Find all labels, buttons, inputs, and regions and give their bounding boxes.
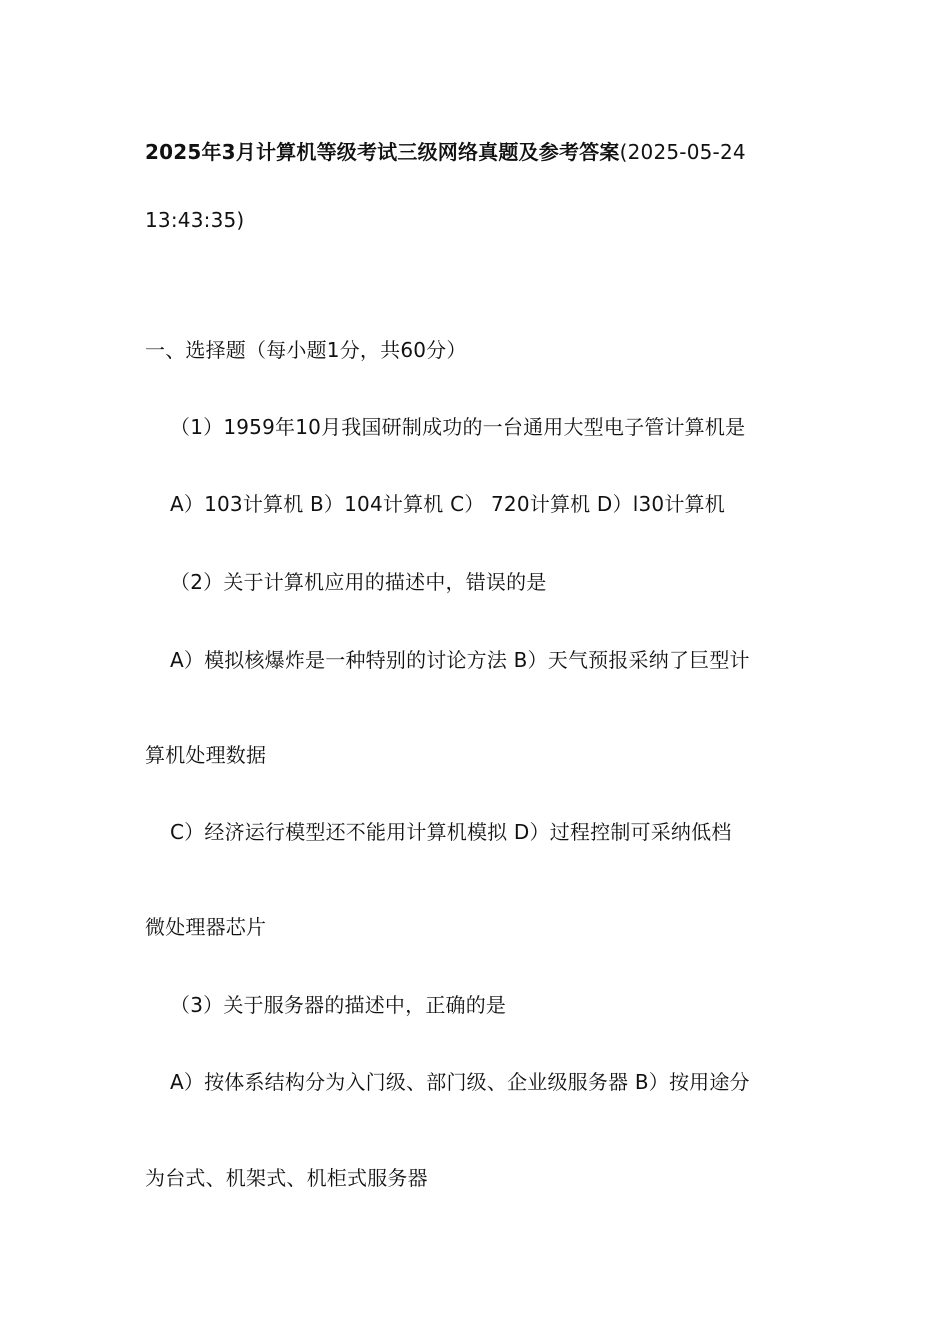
question-2: （2）关于计算机应用的描述中，错误的是 xyxy=(170,570,547,594)
question-1: （1）1959年10月我国研制成功的一台通用大型电子管计算机是 xyxy=(170,415,746,439)
question-2-options-ab: A）模拟核爆炸是一种特别的讨论方法 B）天气预报采纳了巨型计 xyxy=(170,648,750,672)
document-title xyxy=(145,139,746,165)
question-1-options: A）103计算机 B）104计算机 C） 720计算机 D）l30计算机 xyxy=(170,492,725,516)
section-heading: 一、选择题（每小题1分，共60分） xyxy=(145,338,467,362)
question-3-options-ab-cont: 为台式、机架式、机柜式服务器 xyxy=(145,1166,428,1190)
question-3: （3）关于服务器的描述中，正确的是 xyxy=(170,993,507,1017)
title-main: 2025年3月计算机等级考试三级网络真题及参考答案 xyxy=(145,140,620,164)
question-2-options-cd: C）经济运行模型还不能用计算机模拟 D）过程控制可采纳低档 xyxy=(170,820,732,844)
question-3-options-ab: A）按体系结构分为入门级、部门级、企业级服务器 B）按用途分 xyxy=(170,1070,750,1094)
question-2-options-cd-cont: 微处理器芯片 xyxy=(145,915,267,939)
title-date: (2025-05-24 xyxy=(619,140,746,164)
document-title-time: 13:43:35) xyxy=(145,208,245,232)
question-2-options-ab-cont: 算机处理数据 xyxy=(145,743,267,767)
